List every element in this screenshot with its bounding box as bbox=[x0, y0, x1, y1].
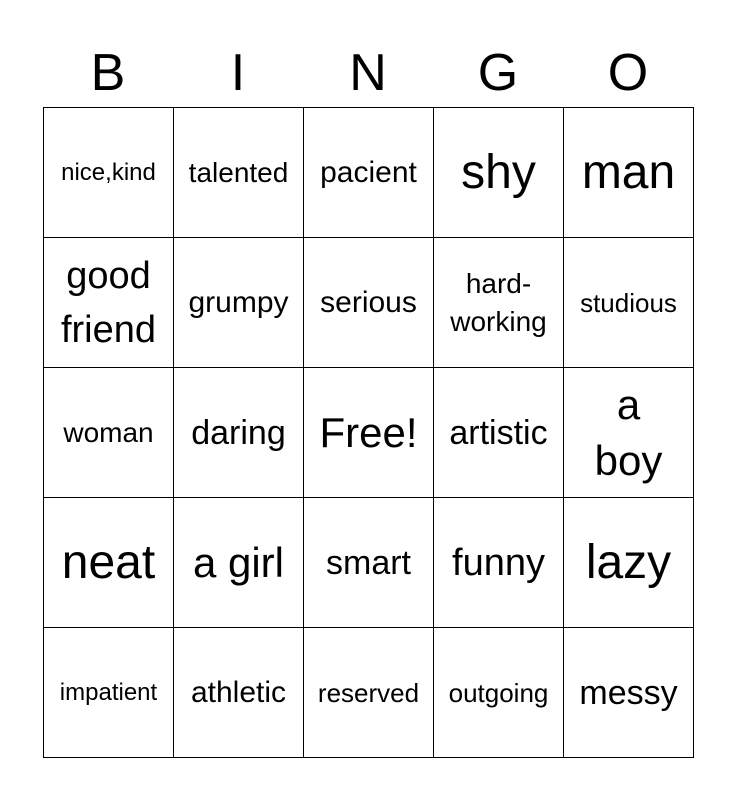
cell-text: artistic bbox=[449, 413, 548, 452]
cell-text: a girl bbox=[192, 538, 285, 586]
cell-text: shy bbox=[461, 145, 536, 199]
bingo-cell[interactable] bbox=[44, 498, 174, 628]
bingo-cell[interactable] bbox=[564, 628, 694, 758]
cell-text: hard-working bbox=[450, 267, 547, 337]
bingo-cell[interactable] bbox=[434, 368, 564, 498]
cell-text: man bbox=[581, 145, 676, 199]
cell-text: lazy bbox=[585, 535, 672, 589]
bingo-cell[interactable] bbox=[564, 108, 694, 238]
bingo-header bbox=[43, 38, 693, 108]
bingo-cell[interactable] bbox=[174, 628, 304, 758]
bingo-cell[interactable] bbox=[174, 498, 304, 628]
cell-text: grumpy bbox=[188, 285, 289, 319]
bingo-cell[interactable] bbox=[44, 368, 174, 498]
cell-text: outgoing bbox=[448, 677, 549, 708]
cell-text: serious bbox=[320, 285, 417, 319]
cell-text: studious bbox=[580, 287, 677, 318]
cell-text: a boy bbox=[594, 380, 663, 484]
bingo-cell[interactable] bbox=[304, 628, 434, 758]
bingo-cell[interactable] bbox=[44, 628, 174, 758]
bingo-cell[interactable] bbox=[174, 108, 304, 238]
cell-text: reserved bbox=[317, 677, 420, 708]
free-space-text: Free! bbox=[319, 408, 418, 456]
bingo-cell[interactable] bbox=[174, 238, 304, 368]
cell-text: smart bbox=[326, 543, 411, 582]
cell-text: messy bbox=[579, 673, 678, 712]
cell-text: talented bbox=[188, 156, 289, 188]
bingo-cell[interactable] bbox=[304, 108, 434, 238]
bingo-cell[interactable] bbox=[434, 108, 564, 238]
bingo-cell[interactable] bbox=[434, 628, 564, 758]
cell-text: nice,kind bbox=[61, 158, 156, 186]
bingo-cell[interactable] bbox=[304, 498, 434, 628]
bingo-cell[interactable] bbox=[434, 238, 564, 368]
cell-text: neat bbox=[61, 535, 156, 589]
header-letter-n: N bbox=[349, 44, 387, 102]
bingo-cell[interactable] bbox=[564, 498, 694, 628]
cell-text: athletic bbox=[190, 675, 287, 709]
bingo-cell[interactable] bbox=[44, 108, 174, 238]
bingo-cell[interactable] bbox=[564, 368, 694, 498]
bingo-cell[interactable] bbox=[174, 368, 304, 498]
bingo-cell[interactable] bbox=[304, 238, 434, 368]
bingo-cell[interactable] bbox=[434, 498, 564, 628]
cell-text: woman bbox=[63, 416, 154, 448]
cell-text: daring bbox=[191, 413, 286, 452]
bingo-cell[interactable] bbox=[564, 238, 694, 368]
header-letter-g: G bbox=[477, 44, 519, 102]
free-space-cell[interactable] bbox=[304, 368, 434, 498]
bingo-board bbox=[43, 107, 694, 758]
cell-text: funny bbox=[452, 541, 545, 584]
header-letter-o: O bbox=[607, 44, 649, 102]
bingo-cell[interactable] bbox=[44, 238, 174, 368]
header-letter-b: B bbox=[90, 44, 126, 102]
cell-text: pacient bbox=[320, 155, 417, 189]
header-letter-i: I bbox=[230, 44, 246, 102]
cell-text: good friend bbox=[60, 254, 157, 351]
cell-text: impatient bbox=[59, 678, 158, 706]
